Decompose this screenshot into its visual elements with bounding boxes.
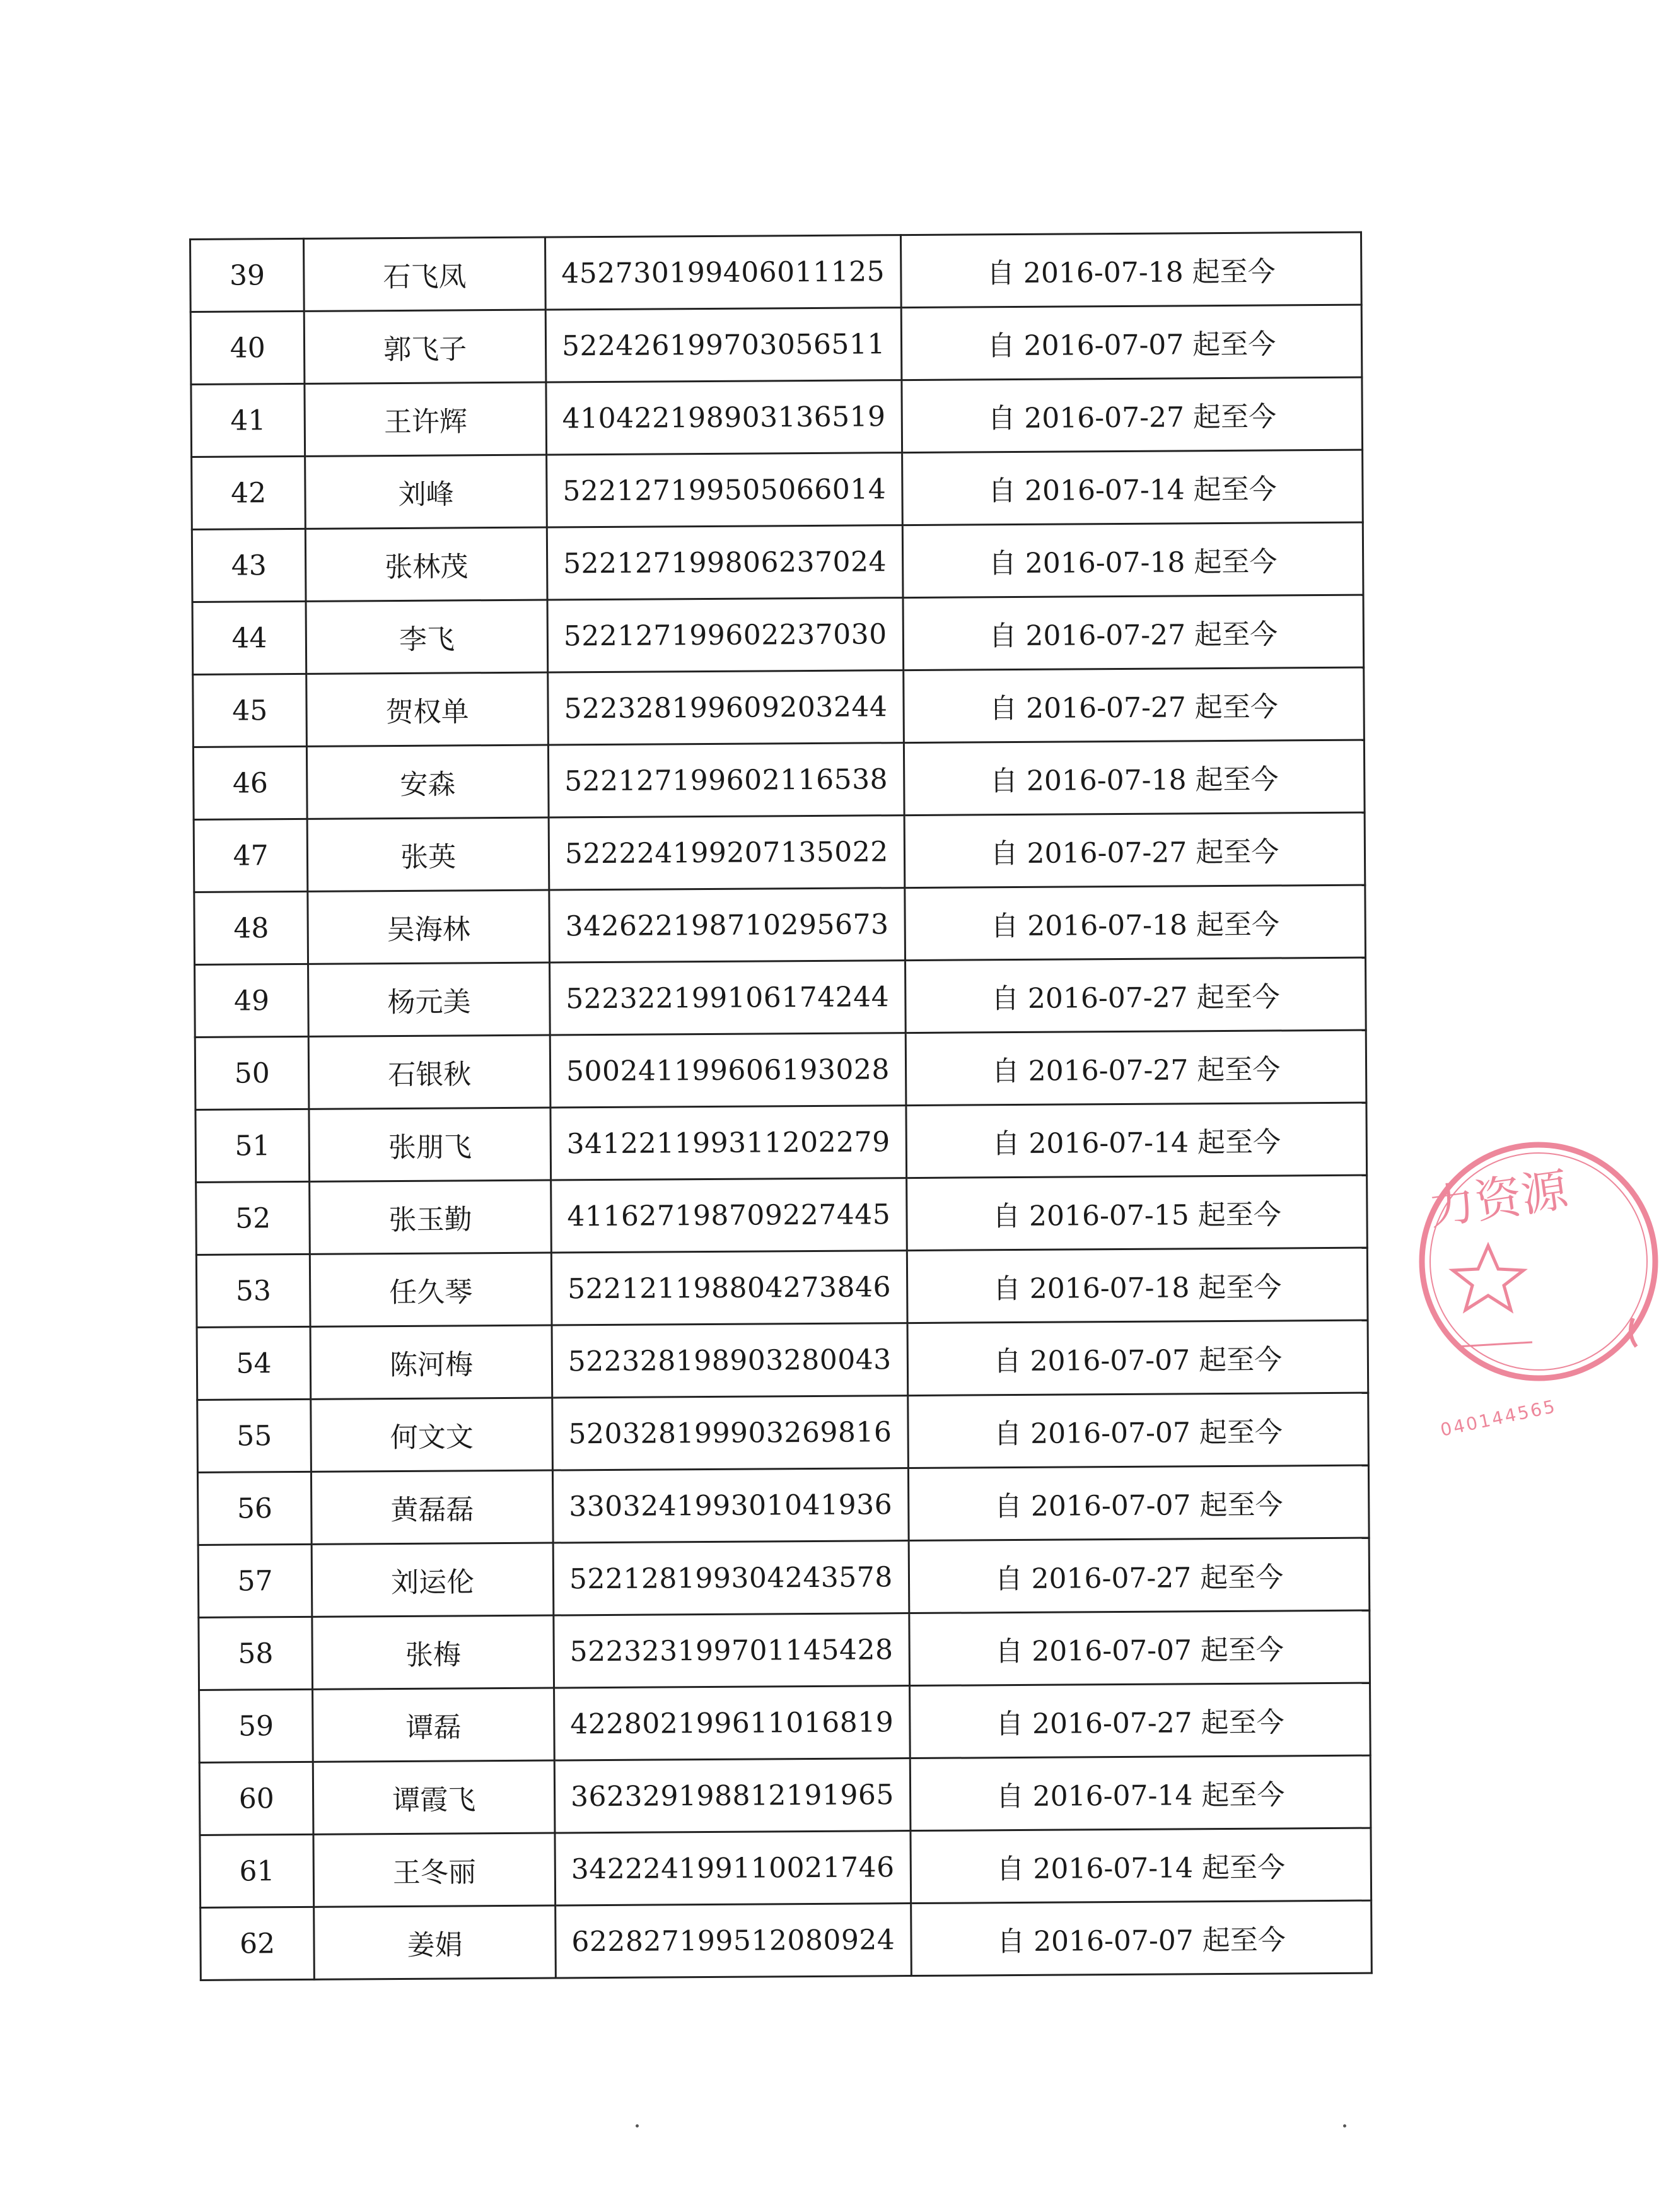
employment-period: 自 2016-07-14 起至今	[910, 1755, 1371, 1830]
employment-period: 自 2016-07-07 起至今	[907, 1320, 1368, 1395]
row-number: 59	[199, 1689, 313, 1762]
employment-period: 自 2016-07-27 起至今	[909, 1538, 1370, 1613]
row-number: 61	[200, 1834, 314, 1907]
employee-name: 吴海林	[308, 890, 549, 964]
employment-period: 自 2016-07-18 起至今	[904, 740, 1365, 815]
row-number: 43	[192, 529, 306, 602]
employee-name: 杨元美	[308, 963, 550, 1036]
employment-period: 自 2016-07-18 起至今	[900, 232, 1361, 307]
employment-period: 自 2016-07-07 起至今	[908, 1465, 1369, 1540]
row-number: 54	[197, 1326, 311, 1400]
id-number: 342622198710295673	[549, 888, 905, 963]
row-number: 53	[196, 1254, 310, 1327]
row-number: 50	[195, 1036, 309, 1109]
employee-name: 郭飞子	[305, 310, 546, 383]
employee-name: 姜娟	[314, 1905, 556, 1979]
employee-name: 谭磊	[313, 1688, 554, 1762]
employee-name: 张英	[307, 817, 549, 891]
employee-name: 石银秋	[309, 1035, 550, 1109]
scan-speck	[1343, 2124, 1346, 2127]
table-row	[192, 450, 1363, 529]
employment-period: 自 2016-07-27 起至今	[905, 1030, 1366, 1105]
table-row	[194, 885, 1366, 964]
table-row	[195, 1103, 1367, 1182]
id-number: 522328199609203244	[548, 670, 904, 745]
table-row	[199, 1610, 1370, 1690]
employment-period: 自 2016-07-18 起至今	[907, 1248, 1368, 1323]
id-number: 522127199806237024	[547, 525, 903, 600]
employment-period: 自 2016-07-07 起至今	[911, 1900, 1372, 1975]
employee-name: 刘峰	[305, 455, 547, 529]
employee-name: 石飞凤	[304, 237, 545, 311]
table-row	[194, 812, 1365, 892]
employee-name: 安森	[307, 745, 549, 819]
table-row	[193, 667, 1365, 747]
employee-table	[189, 231, 1373, 1981]
row-number: 60	[199, 1762, 313, 1835]
id-number: 622827199512080924	[556, 1904, 912, 1978]
row-number: 55	[197, 1399, 311, 1472]
employee-name: 刘运伦	[311, 1543, 553, 1617]
table-row	[195, 957, 1366, 1037]
id-number: 522323199701145428	[554, 1613, 910, 1688]
employee-name: 张林茂	[306, 527, 547, 601]
scan-speck	[636, 2124, 639, 2127]
employee-name: 张朋飞	[309, 1108, 550, 1181]
employment-period: 自 2016-07-18 起至今	[902, 522, 1363, 597]
employment-period: 自 2016-07-14 起至今	[906, 1103, 1367, 1178]
employment-period: 自 2016-07-07 起至今	[908, 1393, 1369, 1468]
employee-name: 陈河梅	[310, 1325, 552, 1399]
employee-name: 王许辉	[305, 382, 546, 456]
table-row	[200, 1828, 1371, 1907]
employee-name: 张玉勤	[310, 1180, 551, 1254]
seal-text: 力资源	[1425, 1162, 1571, 1236]
row-number: 62	[201, 1907, 315, 1980]
id-number: 522224199207135022	[549, 816, 905, 890]
id-number: 422802199611016819	[554, 1686, 910, 1760]
row-number: 44	[192, 601, 306, 674]
id-number: 411627198709227445	[551, 1178, 907, 1253]
employment-period: 自 2016-07-27 起至今	[904, 812, 1365, 887]
employment-period: 自 2016-07-15 起至今	[906, 1175, 1367, 1250]
table-row	[192, 595, 1364, 674]
row-number: 51	[195, 1109, 310, 1182]
id-number: 522328198903280043	[552, 1323, 908, 1398]
employment-period: 自 2016-07-27 起至今	[909, 1683, 1370, 1758]
row-number: 41	[191, 383, 305, 457]
id-number: 522127199602116538	[548, 743, 904, 817]
employee-name: 张梅	[312, 1615, 554, 1689]
row-number: 47	[194, 819, 308, 892]
row-number: 52	[196, 1181, 310, 1255]
id-number: 452730199406011125	[545, 235, 901, 310]
row-number: 42	[192, 456, 306, 529]
employee-name: 王冬丽	[313, 1833, 555, 1907]
table-row	[201, 1900, 1372, 1980]
table-row	[190, 232, 1362, 312]
employee-name: 李飞	[306, 600, 547, 674]
id-number: 500241199606193028	[550, 1033, 906, 1108]
table-row	[195, 1030, 1366, 1109]
employment-period: 自 2016-07-27 起至今	[902, 377, 1363, 452]
employee-name: 何文文	[311, 1398, 552, 1472]
id-number: 522128199304243578	[553, 1541, 909, 1615]
table-row	[193, 740, 1365, 819]
employee-name: 谭霞飞	[313, 1760, 555, 1834]
employment-period: 自 2016-07-14 起至今	[911, 1828, 1371, 1903]
table-row	[191, 377, 1363, 457]
employment-period: 自 2016-07-14 起至今	[902, 450, 1363, 525]
employment-period: 自 2016-07-27 起至今	[903, 595, 1364, 670]
table-row	[197, 1320, 1368, 1400]
employee-name: 任久琴	[310, 1253, 552, 1326]
id-number: 362329198812191965	[554, 1758, 911, 1833]
id-number: 522121198804273846	[551, 1251, 907, 1325]
id-number: 342224199110021746	[555, 1831, 911, 1905]
row-number: 45	[193, 674, 307, 747]
official-seal	[1406, 1129, 1671, 1441]
employee-table-body	[190, 232, 1372, 1980]
table-row	[197, 1393, 1369, 1472]
table-row	[199, 1755, 1371, 1835]
row-number: 48	[194, 891, 308, 964]
table-row	[197, 1465, 1369, 1545]
id-number: 522127199602237030	[547, 598, 904, 672]
row-number: 57	[198, 1544, 312, 1617]
row-number: 56	[197, 1472, 311, 1545]
employment-period: 自 2016-07-07 起至今	[909, 1610, 1370, 1685]
table-row	[196, 1248, 1368, 1327]
id-number: 522322199106174244	[549, 961, 905, 1035]
row-number: 49	[195, 964, 309, 1037]
row-number: 58	[199, 1617, 313, 1690]
id-number: 522426199703056511	[545, 308, 902, 382]
seal-code: 040144565	[1438, 1395, 1559, 1441]
employment-period: 自 2016-07-27 起至今	[904, 667, 1365, 742]
id-number: 520328199903269816	[552, 1396, 909, 1470]
employee-name: 黄磊磊	[311, 1470, 553, 1544]
employment-period: 自 2016-07-27 起至今	[905, 957, 1366, 1033]
employment-period: 自 2016-07-18 起至今	[905, 885, 1366, 960]
row-number: 40	[190, 311, 305, 384]
id-number: 341221199311202279	[550, 1106, 907, 1180]
employee-name: 贺权单	[306, 672, 548, 746]
table-row	[198, 1538, 1370, 1617]
seal-star-icon	[1453, 1246, 1523, 1310]
table-row	[190, 305, 1362, 384]
row-number: 39	[190, 238, 305, 312]
employment-period: 自 2016-07-07 起至今	[901, 305, 1362, 380]
row-number: 46	[193, 746, 307, 819]
id-number: 522127199505066014	[547, 453, 903, 527]
id-number: 330324199301041936	[552, 1468, 909, 1543]
table-row	[196, 1175, 1368, 1255]
table-row	[199, 1683, 1371, 1762]
id-number: 410422198903136519	[546, 380, 902, 455]
table-row	[192, 522, 1363, 602]
